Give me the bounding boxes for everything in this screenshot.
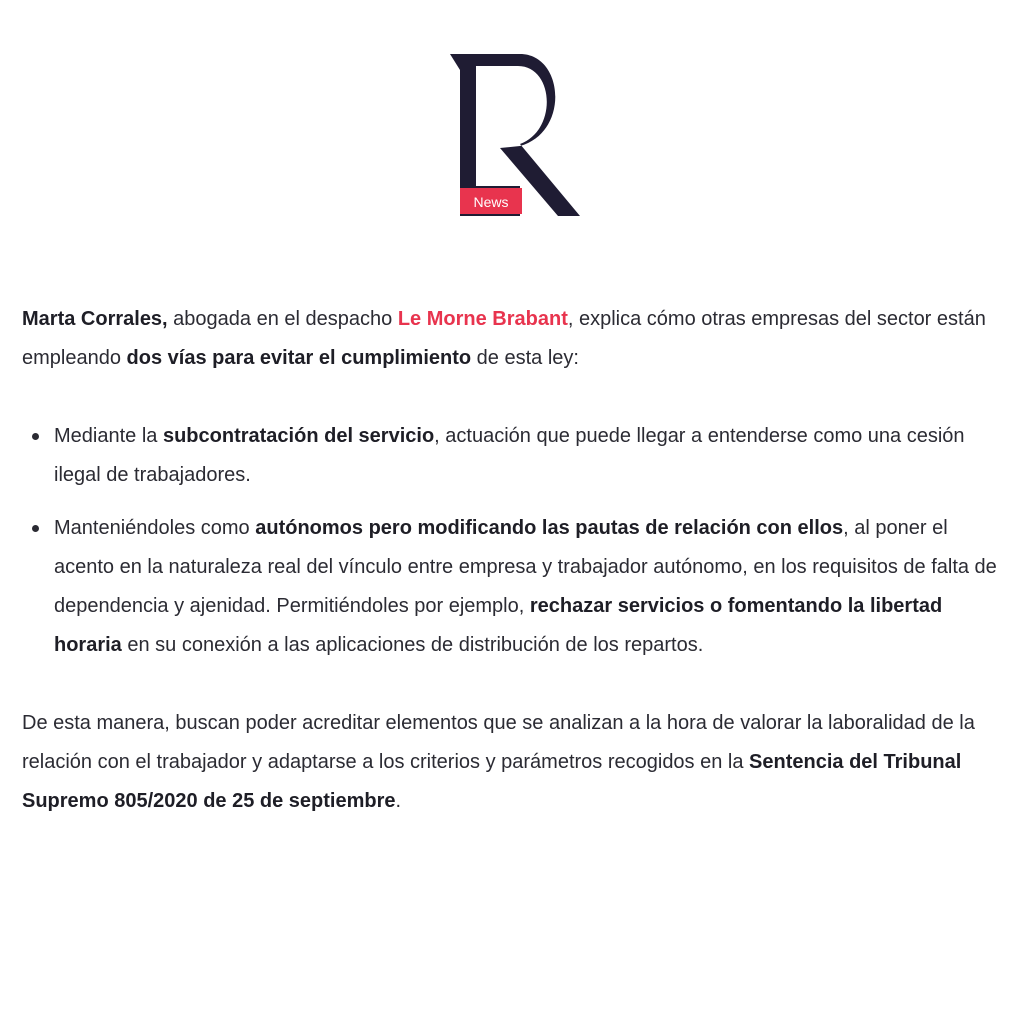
list-item: Manteniéndoles como autónomos pero modificando las pautas de relación con ellos, al poner el acento en la naturaleza real del vínculo entre empresa y trabajador autónomo, en los requisitos de falta de dependencia y ajenidad. Permitiéndoles por ejemplo, rechazar servicios o fomentando la libertad horaria en su conexión a las aplicaciones de distribución de los repartos. (54, 509, 1002, 665)
closing-paragraph: De esta manera, buscan poder acreditar elementos que se analizan a la hora de valorar la laboralidad de la relación con el trabajador y adaptarse a los criterios y parámetros recogidos en la Sentencia del Tribunal Supremo 805/2020 de 25 de septiembre. (22, 712, 975, 812)
author-name: Marta Corrales, (22, 308, 168, 330)
firm-link[interactable]: Le Morne Brabant (397, 308, 568, 330)
ruling-reference: Sentencia del Tribunal Supremo 805/2020 de 25 de septiembre (22, 751, 962, 812)
list-item: Mediante la subcontratación del servicio, actuación que puede llegar a entenderse como una cesión ilegal de trabajadores. (54, 417, 1002, 495)
methods-list (22, 417, 1002, 665)
news-badge-label: News (473, 194, 509, 210)
bullet-icon (32, 525, 39, 532)
logo-r-mark (440, 48, 590, 223)
site-logo[interactable] (440, 48, 590, 223)
bullet-icon (32, 433, 39, 440)
article-body (22, 300, 1002, 821)
intro-paragraph: Marta Corrales, abogada en el despacho Le Morne Brabant, explica cómo otras empresas del sector están empleando dos vías para evitar el cumplimiento de esta ley: (22, 308, 986, 369)
